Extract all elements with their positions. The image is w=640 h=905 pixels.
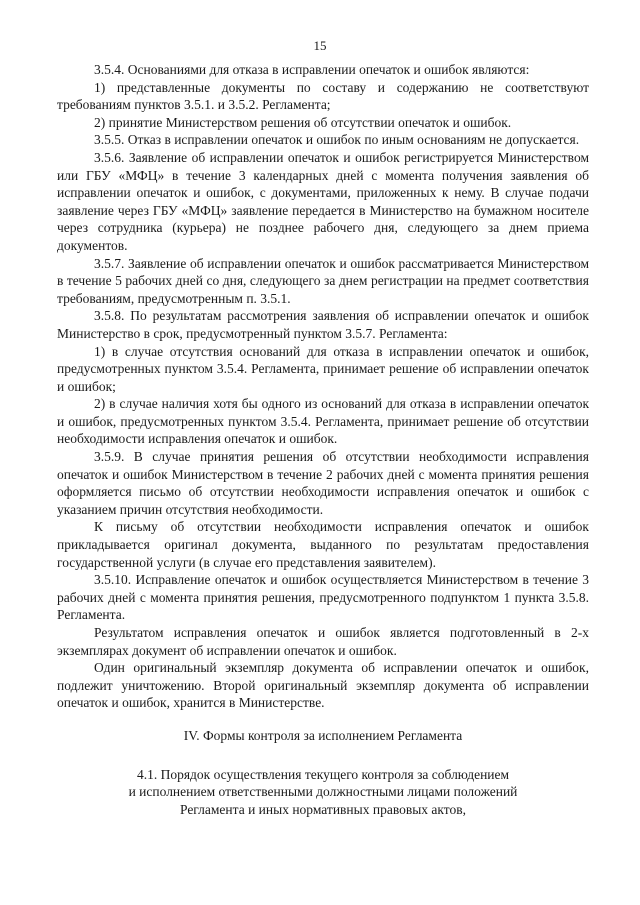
subsection-heading-line-1: 4.1. Порядок осуществления текущего контроля за соблюдением [136,766,510,782]
paragraph-3-5-6: 3.5.6. Заявление об исправлении опечаток и ошибок регистрируется Министерством или ГБУ «МФЦ» в течение 3 календарных дней с момента получения заявления об исправлении опечаток и ошибок, с документами, приложенных к нему. В случае подачи заявление через ГБУ «МФЦ» заявление передается в Министерство на бумажном носителе через сотрудника (курьера) не позднее рабочего дня, следующего за днем приема документов. [57,149,589,253]
paragraph-3-5-7: 3.5.7. Заявление об исправлении опечаток и ошибок рассматривается Министерством в течение 5 рабочих дней со дня, следующего за днем регистрации на предмет соответствия требованиям, предусмотренным п. 3.5.1. [57,255,589,306]
paragraph-3-5-9: 3.5.9. В случае принятия решения об отсутствии необходимости исправления опечаток и ошибок Министерством в течение 2 рабочих дней с момента принятия решения оформляется письмо об отсутствии необходимости исправления опечаток и ошибок с указанием причин отсутствия необходимости. [57,449,589,517]
paragraph-3-5-8-item-2: 2) в случае наличия хотя бы одного из оснований для отказа в исправлении опечаток и ошибок, предусмотренных пунктом 3.5.4. Регламента, принимает решение об отсутствии необходимости исправления опечаток и ошибок. [57,396,589,447]
paragraph-3-5-4-item-1: 1) представленные документы по составу и содержанию не соответствуют требованиям пунктов 3.5.1. и 3.5.2. Регламента; [57,79,589,113]
subsection-heading-line-2: и исполнением ответственными должностными лицами положений [128,784,518,800]
paragraph-letter-attachment: К письму об отсутствии необходимости исправления опечаток и ошибок прикладывается оригинал документа, выданного по результатам предоставления государственной услуги (в случае его представления заявителем). [57,519,589,570]
subsection-heading-line-3: Регламента и иных нормативных правовых актов, [179,801,467,817]
page-number: 15 [313,38,327,53]
paragraph-3-5-5: 3.5.5. Отказ в исправлении опечаток и ошибок по иным основаниям не допускается. [94,132,580,148]
paragraph-3-5-4-item-2: 2) принятие Министерством решения об отсутствии опечаток и ошибок. [94,114,512,130]
paragraph-3-5-8-item-1: 1) в случае отсутствия оснований для отказа в исправлении опечаток и ошибок, предусмотренных пунктом 3.5.4. Регламента, принимает решение об исправлении опечаток и ошибок; [57,343,589,394]
section-heading: IV. Формы контроля за исполнением Регламента [183,727,463,743]
paragraph-3-5-4: 3.5.4. Основаниями для отказа в исправлении опечаток и ошибок являются: [94,62,530,77]
paragraph-3-5-10: 3.5.10. Исправление опечаток и ошибок осуществляется Министерством в течение 3 рабочих дней с момента принятия решения, предусмотренного подпунктом 1 пункта 3.5.8. Регламента. [57,572,589,623]
paragraph-3-5-8: 3.5.8. По результатам рассмотрения заявления об исправлении опечаток и ошибок Министерство в срок, предусмотренный пунктом 3.5.7. Регламента: [57,308,589,341]
document-body [57,61,589,818]
paragraph-original-copies: Один оригинальный экземпляр документа об исправлении опечаток и ошибок, подлежит уничтожению. Второй оригинальный экземпляр документа об исправлении опечаток и ошибок, хранится в Министерстве. [57,660,589,711]
paragraph-result: Результатом исправления опечаток и ошибок является подготовленный в 2-х экземплярах документ об исправлении опечаток и ошибок. [57,625,589,658]
